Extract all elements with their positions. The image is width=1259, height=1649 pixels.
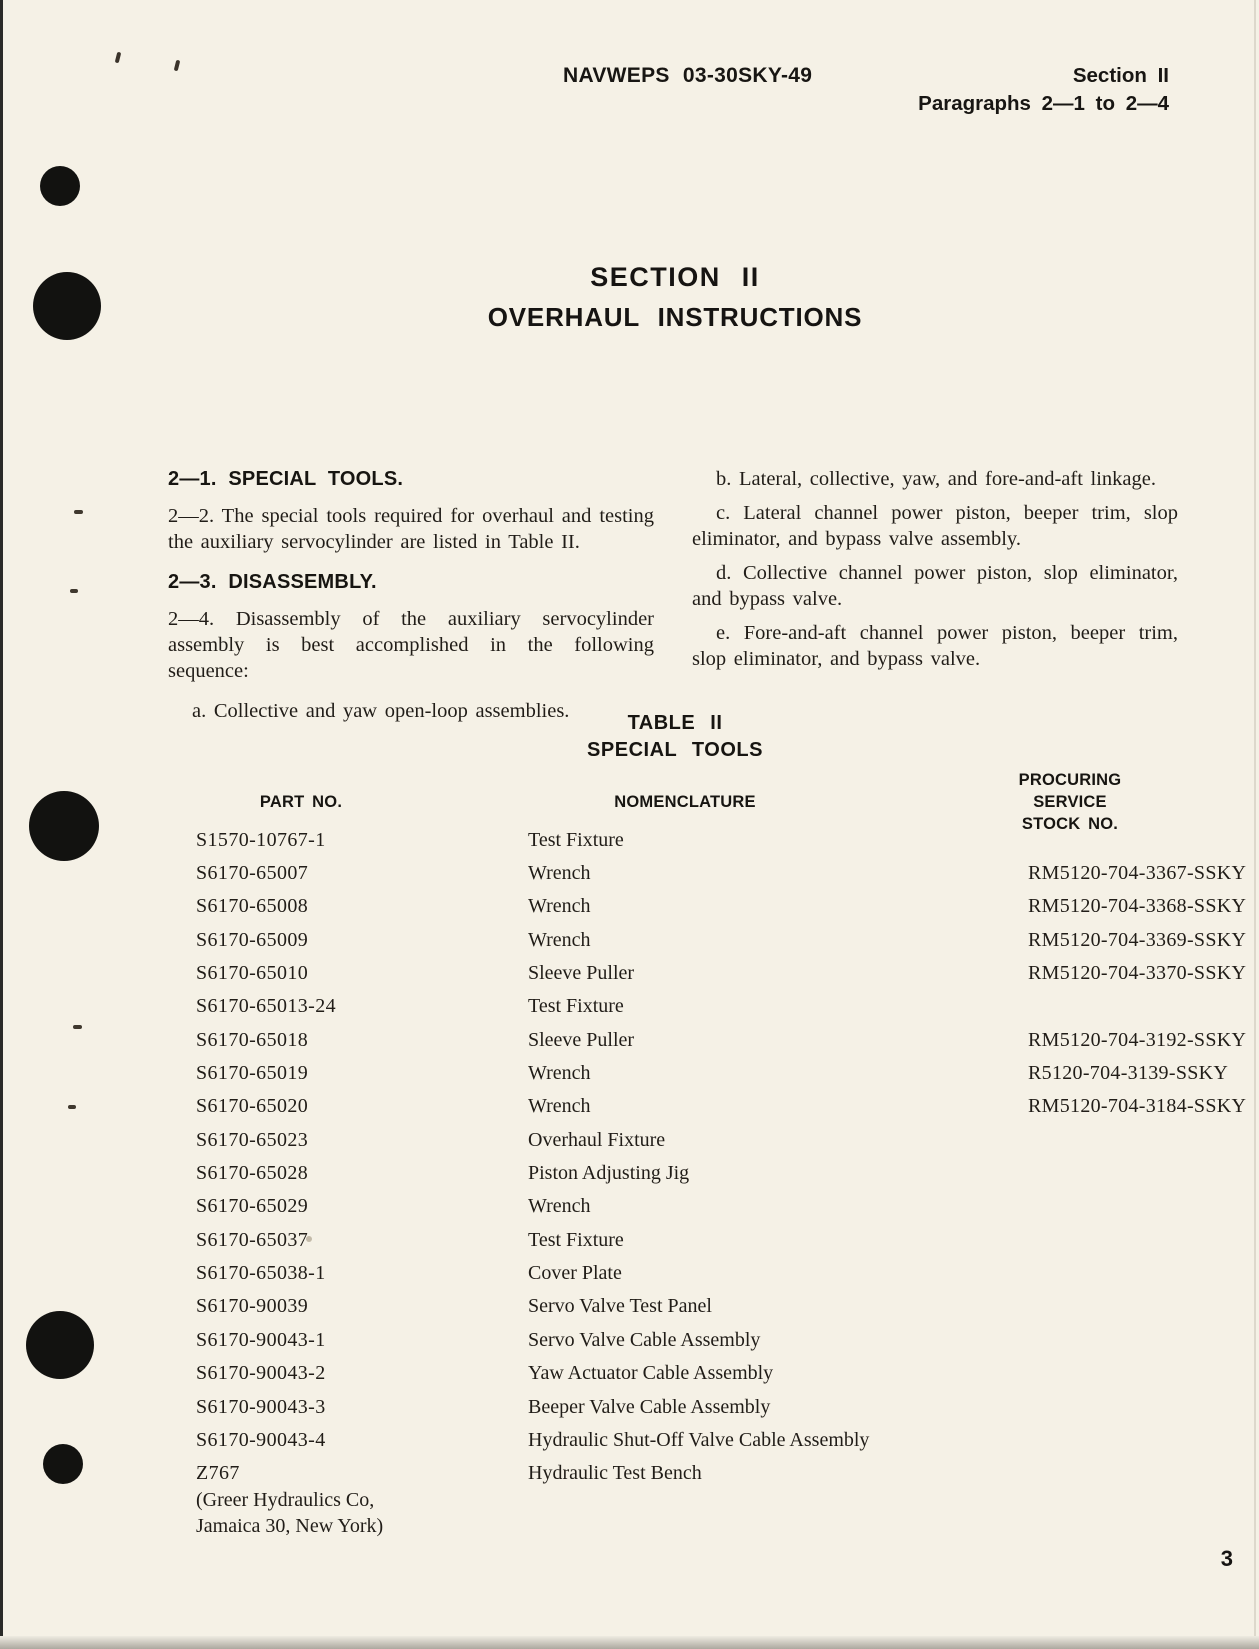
paragraph-text: e. Fore-and-aft channel power piston, beeper trim, slop eliminator, and bypass valve. bbox=[692, 622, 1178, 670]
vendor-note-line1: (Greer Hydraulics Co, bbox=[196, 1489, 375, 1511]
table-row bbox=[196, 1423, 1216, 1456]
page-left-edge bbox=[0, 0, 3, 1649]
table-row bbox=[196, 1090, 1247, 1123]
stray-mark bbox=[70, 589, 78, 593]
nomenclature-cell: Yaw Actuator Cable Assembly bbox=[528, 1362, 774, 1385]
doc-number: NAVWEPS 03-30SKY-49 bbox=[563, 64, 813, 87]
table-row bbox=[196, 1390, 1216, 1423]
part-no-cell: S6170-90043-2 bbox=[196, 1362, 326, 1385]
part-no-cell: S6170-65028 bbox=[196, 1162, 309, 1185]
column-header-part-no: PART NO. bbox=[259, 793, 343, 811]
nomenclature-cell: Overhaul Fixture bbox=[528, 1128, 666, 1151]
page-bottom-edge bbox=[0, 1636, 1259, 1649]
page-right-edge bbox=[1254, 0, 1256, 1649]
nomenclature-cell: Wrench bbox=[528, 1195, 591, 1218]
nomenclature-cell: Wrench bbox=[528, 928, 591, 951]
binder-dot-small-2 bbox=[43, 1444, 83, 1484]
nomenclature-cell: Wrench bbox=[528, 1062, 591, 1085]
paragraph-heading: 2—3. DISASSEMBLY. bbox=[168, 571, 377, 593]
nomenclature-cell: Test Fixture bbox=[528, 828, 624, 851]
table-row bbox=[196, 923, 1247, 956]
stock-no-cell: R5120-704-3139-SSKY bbox=[1028, 1062, 1229, 1085]
nomenclature-cell: Sleeve Puller bbox=[528, 962, 635, 985]
stock-no-cell: RM5120-704-3368-SSKY bbox=[1028, 895, 1247, 918]
nomenclature-cell: Wrench bbox=[528, 895, 591, 918]
nomenclature-cell: Servo Valve Test Panel bbox=[528, 1295, 712, 1318]
nomenclature-cell: Servo Valve Cable Assembly bbox=[528, 1328, 761, 1351]
vendor-note bbox=[196, 1487, 383, 1539]
part-no-cell: S6170-65037 bbox=[196, 1228, 309, 1251]
table-row bbox=[196, 890, 1247, 923]
part-no-cell: S6170-65008 bbox=[196, 895, 309, 918]
body-column-right bbox=[692, 466, 1178, 680]
stock-no-cell: RM5120-704-3192-SSKY bbox=[1028, 1028, 1247, 1051]
binder-dot-large-1 bbox=[33, 272, 101, 340]
table-row bbox=[196, 856, 1247, 889]
section-title-line2: OVERHAUL INSTRUCTIONS bbox=[487, 302, 863, 332]
table-row bbox=[196, 1290, 1216, 1323]
table-row bbox=[196, 1056, 1229, 1089]
part-no-cell: S6170-65029 bbox=[196, 1195, 309, 1218]
nomenclature-cell: Hydraulic Shut-Off Valve Cable Assembly bbox=[528, 1428, 870, 1451]
part-no-cell: Z767 bbox=[196, 1462, 240, 1485]
header-right-block bbox=[918, 62, 1169, 118]
paragraph-text: d. Collective channel power piston, slop eliminator, and bypass valve. bbox=[692, 562, 1178, 610]
part-no-cell: S6170-65010 bbox=[196, 962, 309, 985]
paragraph-text: 2—2. The special tools required for overhaul and testing the auxiliary servocylinder are listed in Table II. bbox=[168, 505, 654, 553]
column-header-stock-line2: STOCK NO. bbox=[1021, 815, 1119, 833]
part-no-cell: S6170-65007 bbox=[196, 862, 309, 885]
part-no-cell: S6170-65013-24 bbox=[196, 995, 337, 1018]
part-no-cell: S6170-90043-4 bbox=[196, 1428, 326, 1451]
stock-no-cell: RM5120-704-3369-SSKY bbox=[1028, 928, 1247, 951]
table-row bbox=[196, 1357, 1216, 1390]
header-section-label: Section II bbox=[1072, 64, 1169, 87]
table-row bbox=[196, 1223, 1216, 1256]
stock-no-cell: RM5120-704-3367-SSKY bbox=[1028, 862, 1247, 885]
column-header-nomenclature: NOMENCLATURE bbox=[614, 793, 756, 811]
binder-dot-small-1 bbox=[40, 166, 80, 206]
table-row bbox=[196, 1323, 1216, 1356]
paragraph-text: b. Lateral, collective, yaw, and fore-and-aft linkage. bbox=[716, 468, 1156, 490]
part-no-cell: S6170-90043-1 bbox=[196, 1328, 326, 1351]
part-no-cell: S6170-90043-3 bbox=[196, 1395, 326, 1418]
part-no-cell: S6170-65018 bbox=[196, 1028, 309, 1051]
column-header-stock-line1: PROCURING SERVICE bbox=[1018, 771, 1122, 811]
table-row bbox=[196, 956, 1247, 989]
nomenclature-cell: Cover Plate bbox=[528, 1262, 622, 1285]
table-row bbox=[196, 1123, 1216, 1156]
table-title-line1: TABLE II bbox=[627, 712, 723, 734]
stock-no-cell: RM5120-704-3370-SSKY bbox=[1028, 962, 1247, 985]
vendor-note-line2: Jamaica 30, New York) bbox=[196, 1515, 384, 1537]
nomenclature-cell: Wrench bbox=[528, 1095, 591, 1118]
table-row bbox=[196, 1190, 1216, 1223]
nomenclature-cell: Hydraulic Test Bench bbox=[528, 1462, 702, 1485]
part-no-cell: S6170-65019 bbox=[196, 1062, 309, 1085]
table-row bbox=[196, 823, 1216, 856]
nomenclature-cell: Sleeve Puller bbox=[528, 1028, 635, 1051]
table-row bbox=[196, 1023, 1247, 1056]
stray-mark bbox=[115, 52, 122, 64]
stray-mark bbox=[74, 510, 83, 514]
page-number: 3 bbox=[1220, 1546, 1233, 1571]
table-title bbox=[170, 710, 1180, 764]
stock-no-cell: RM5120-704-3184-SSKY bbox=[1028, 1095, 1247, 1118]
special-tools-table-body bbox=[196, 823, 1247, 1490]
binder-dot-large-3 bbox=[26, 1311, 94, 1379]
paragraph-heading: 2—1. SPECIAL TOOLS. bbox=[168, 468, 404, 490]
nomenclature-cell: Beeper Valve Cable Assembly bbox=[528, 1395, 771, 1418]
table-title-line2: SPECIAL TOOLS bbox=[587, 739, 763, 761]
paragraph-text: 2—4. Disassembly of the auxiliary servocylinder assembly is best accomplished in the following sequence: bbox=[168, 608, 654, 682]
part-no-cell: S6170-65009 bbox=[196, 928, 309, 951]
section-title-line1: SECTION II bbox=[590, 262, 760, 292]
part-no-cell: S6170-90039 bbox=[196, 1295, 309, 1318]
nomenclature-cell: Piston Adjusting Jig bbox=[528, 1162, 690, 1185]
body-column-left bbox=[168, 466, 654, 732]
section-title bbox=[170, 262, 1180, 333]
table-row bbox=[196, 990, 1216, 1023]
table-row bbox=[196, 1457, 1216, 1490]
stray-mark bbox=[73, 1025, 82, 1029]
stray-mark bbox=[174, 60, 181, 72]
nomenclature-cell: Test Fixture bbox=[528, 1228, 624, 1251]
part-no-cell: S1570-10767-1 bbox=[196, 828, 326, 851]
part-no-cell: S6170-65023 bbox=[196, 1128, 309, 1151]
nomenclature-cell: Test Fixture bbox=[528, 995, 624, 1018]
header-paragraphs-range: Paragraphs 2—1 to 2—4 bbox=[918, 92, 1169, 115]
table-row bbox=[196, 1256, 1216, 1289]
binder-dot-large-2 bbox=[29, 791, 99, 861]
part-no-cell: S6170-65020 bbox=[196, 1095, 309, 1118]
paragraph-text: c. Lateral channel power piston, beeper trim, slop eliminator, and bypass valve assembly. bbox=[692, 502, 1178, 550]
stray-mark bbox=[68, 1105, 76, 1109]
paragraph-text: a. Collective and yaw open-loop assemblies. bbox=[192, 700, 570, 722]
part-no-cell: S6170-65038-1 bbox=[196, 1262, 326, 1285]
table-row bbox=[196, 1156, 1216, 1189]
nomenclature-cell: Wrench bbox=[528, 862, 591, 885]
